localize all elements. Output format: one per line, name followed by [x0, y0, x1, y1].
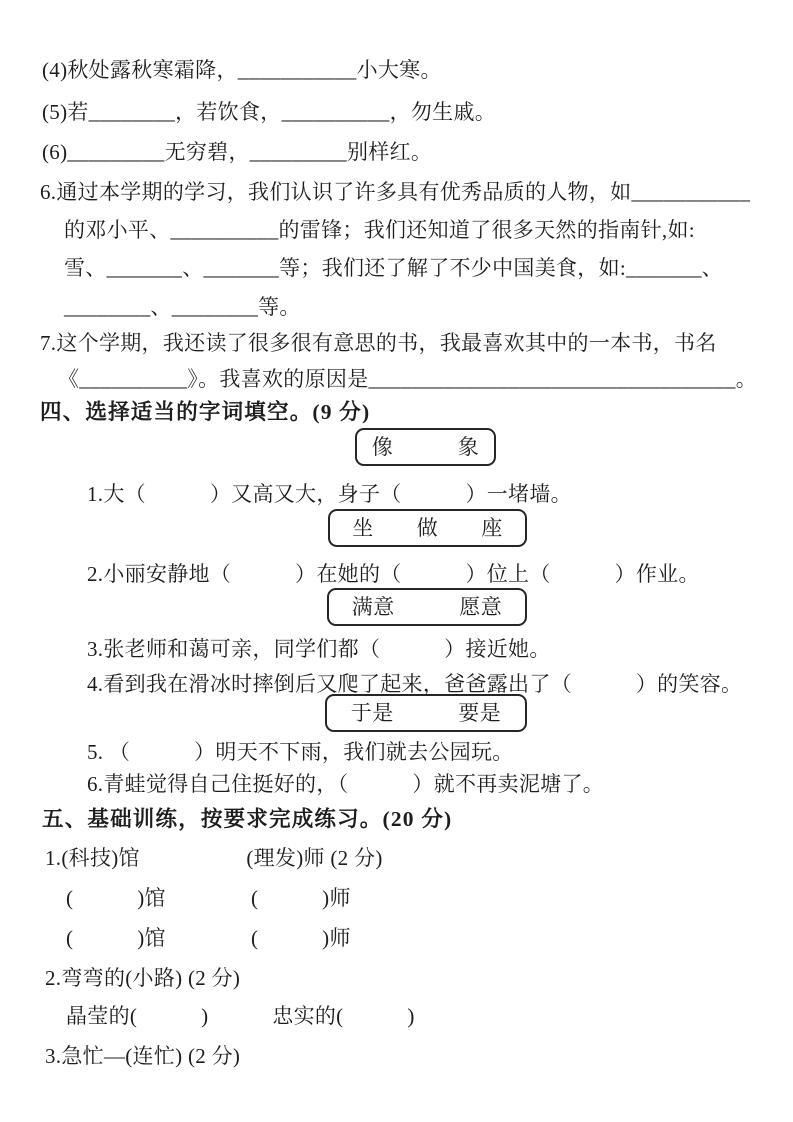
s4-item-2: 2.小丽安静地（ ）在她的（ ）位上（ ）作业。 [87, 562, 700, 586]
s5-item-1-row-1: ( )馆 ( )师 [66, 886, 351, 910]
q4-solar-terms-line: (4)秋处露秋寒霜降，___________小大寒。 [42, 58, 442, 82]
q7-line-2: 《__________》。我喜欢的原因是__________________________________。 [58, 367, 757, 391]
s4-item-3: 3.张老师和蔼可亲，同学们都（ ）接近她。 [87, 637, 551, 661]
q6-para-line-2: 的邓小平、__________的雷锋；我们还知道了很多天然的指南针,如: [64, 218, 695, 242]
q6-para-line-4: ________、________等。 [64, 295, 301, 319]
q6-para-line-3: 雪、_______、_______等；我们还了解了不少中国美食，如:_______、 [64, 256, 723, 280]
word-bank-xiang: 像 象 [355, 428, 496, 466]
word-bank-manyi: 满意 愿意 [327, 588, 527, 626]
word-bank-zuo: 坐 做 座 [328, 509, 527, 547]
s4-item-4: 4.看到我在滑冰时摔倒后又爬了起来，爸爸露出了（ ）的笑容。 [87, 672, 743, 696]
s5-item-3: 3.急忙—(连忙) (2 分) [45, 1044, 241, 1068]
s5-item-2-row: 晶莹的( ) 忠实的( ) [66, 1004, 415, 1028]
q7-line-1: 7.这个学期，我还读了很多很有意思的书，我最喜欢其中的一本书，书名 [40, 331, 717, 355]
s5-item-2: 2.弯弯的(小路) (2 分) [45, 966, 241, 990]
s5-item-1: 1.(科技)馆 (理发)师 (2 分) [45, 846, 383, 870]
word-bank-yushi: 于是 要是 [325, 694, 527, 732]
section4-heading: 四、选择适当的字词填空。(9 分) [40, 400, 371, 424]
s4-item-1: 1.大（ ）又高又大，身子（ ）一堵墙。 [87, 482, 572, 506]
q5-dizigui-line: (5)若________，若饮食，__________，勿生戚。 [42, 100, 497, 124]
q6-para-line-1: 6.通过本学期的学习，我们认识了许多具有优秀品质的人物，如___________ [40, 180, 751, 204]
s5-item-1-row-2: ( )馆 ( )师 [66, 926, 351, 950]
s4-item-5: 5. （ ）明天不下雨，我们就去公园玩。 [87, 740, 514, 764]
q6-poem-line: (6)_________无穷碧，_________别样红。 [42, 140, 433, 164]
section5-heading: 五、基础训练，按要求完成练习。(20 分) [42, 807, 453, 831]
s4-item-6: 6.青蛙觉得自己住挺好的，（ ）就不再卖泥塘了。 [87, 772, 605, 796]
